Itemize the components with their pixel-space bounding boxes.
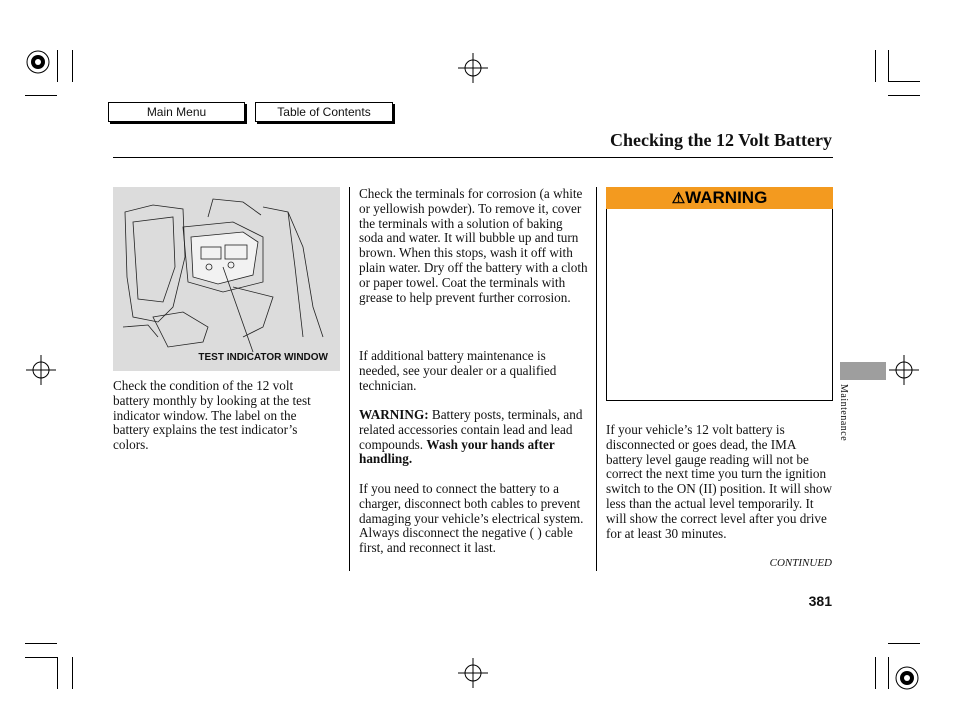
warning-triangle-icon: ⚠ xyxy=(671,190,686,207)
continued-label: CONTINUED xyxy=(769,557,832,569)
middle-warning-paragraph xyxy=(359,408,589,467)
page-number: 381 xyxy=(808,593,832,609)
middle-paragraph-2: If additional battery maintenance is needed, see your dealer or a qualified technician. xyxy=(359,348,557,393)
title-rule xyxy=(113,157,833,158)
warning-inline-text: Battery posts, terminals, and related accessories contain lead and lead compounds. xyxy=(359,407,583,452)
section-tab xyxy=(840,362,886,380)
figure-caption: TEST INDICATOR WINDOW xyxy=(198,352,328,363)
middle-paragraph-4: If you need to connect the battery to a charger, disconnect both cables to prevent damaging your vehicle’s electrical system. Always disconnect the negative ( ) cable first, and reconnect it last. xyxy=(359,481,584,556)
middle-paragraph-1: Check the terminals for corrosion (a white or yellowish powder). To remove it, cover the terminals with a solution of baking soda and water. It will bubble up and turn brown. When this stops, wash it off with plain water. Dry off the battery with a cloth or paper towel. Coat the terminals with grease to help prevent further corrosion. xyxy=(359,186,588,305)
warning-inline-label: WARNING: xyxy=(359,407,429,422)
column-divider-1 xyxy=(349,187,350,571)
warning-box xyxy=(606,209,833,401)
main-menu-button[interactable]: Main Menu xyxy=(108,102,245,122)
warning-header-label: WARNING xyxy=(685,188,768,207)
section-tab-label: Maintenance xyxy=(838,384,849,442)
warning-inline-bold: Wash your hands after handling. xyxy=(359,436,555,467)
left-paragraph-1: Check the condition of the 12 volt battery monthly by looking at the test indicator window. The label on the battery explains the test indicator’s colors. xyxy=(113,378,311,453)
battery-figure xyxy=(113,187,340,371)
engine-bay-illustration xyxy=(113,187,340,371)
table-of-contents-button[interactable]: Table of Contents xyxy=(255,102,393,122)
column-divider-2 xyxy=(596,187,597,571)
page-title: Checking the 12 Volt Battery xyxy=(610,130,832,150)
right-paragraph-1: If your vehicle’s 12 volt battery is disconnected or goes dead, the IMA battery level gauge reading will not be correct the next time you turn the ignition switch to the ON (II) position. It will show less than the actual level temporarily. It will show the correct level after you drive for at least 30 minutes. xyxy=(606,422,832,541)
warning-header xyxy=(606,187,833,209)
